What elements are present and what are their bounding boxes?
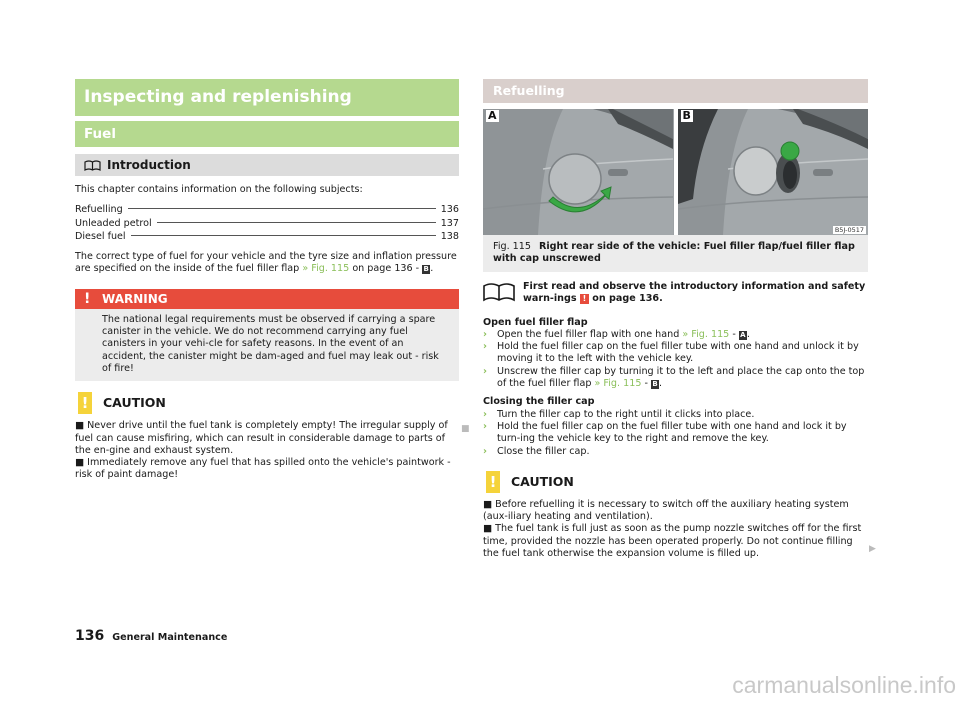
left-column bbox=[75, 79, 459, 482]
introduction-title: Introduction bbox=[107, 158, 191, 172]
step-item: › Open the fuel filler flap with one hand » Fig. 115 - A. bbox=[483, 328, 750, 340]
caution-title: CAUTION bbox=[511, 473, 574, 489]
toc-item-unleaded-petrol[interactable] bbox=[75, 217, 459, 230]
chapter-title: Inspecting and replenishing bbox=[75, 79, 459, 116]
toc-label: Diesel fuel bbox=[75, 230, 126, 242]
caution-item: ■ Never drive until the fuel tank is completely empty! The irregular supply of fuel can cause misfiring, which can result in considerable damage to parts of the en-gine and exhaust system. bbox=[75, 420, 448, 456]
toc-label: Refuelling bbox=[75, 204, 123, 216]
figure-panel-b bbox=[678, 109, 869, 235]
warning-header bbox=[75, 289, 459, 309]
caution-item: ■ The fuel tank is full just as soon as the pump nozzle switches off for the first time, provided the nozzle has been operated properly. Do not continue filling the fuel tank otherwise the expansion volume is filled up. bbox=[483, 523, 862, 560]
chevron-right-icon: › bbox=[483, 341, 487, 353]
panel-b-marker: B bbox=[652, 380, 658, 389]
caution-body bbox=[75, 420, 459, 481]
caution-body bbox=[483, 499, 868, 560]
toc-page: 137 bbox=[440, 217, 459, 229]
figure-caption bbox=[483, 235, 868, 272]
figure-link[interactable]: » Fig. 115 bbox=[302, 263, 350, 275]
page-footer bbox=[75, 628, 227, 648]
end-of-section-icon: ■ bbox=[461, 424, 470, 434]
caution-title: CAUTION bbox=[103, 395, 166, 411]
step-item: › Turn the filler cap to the right until it clicks into place. bbox=[483, 408, 755, 420]
fuel-info-paragraph: The correct type of fuel for your vehicle and the tyre size and inflation pressure are specified on the inside of the fuel filler flap » Fig. 115 on page 136 - B. bbox=[75, 251, 457, 275]
watermark: carmanualsonline.info bbox=[732, 672, 956, 698]
caution-item: ■ Immediately remove any fuel that has spilled onto the vehicle's paintwork - risk of paint damage! bbox=[75, 457, 451, 481]
chevron-right-icon: › bbox=[483, 445, 487, 457]
warning-icon: ! bbox=[580, 294, 589, 304]
step-item: › Hold the fuel filler cap on the fuel filler tube with one hand and lock it by turn-ing the vehicle key to the right and remove the key. bbox=[483, 420, 847, 445]
caution-header bbox=[483, 471, 868, 493]
right-column bbox=[483, 79, 868, 560]
image-code: B5J-0517 bbox=[834, 226, 864, 234]
toc-page: 136 bbox=[440, 204, 459, 216]
caution-item: ■ Before refuelling it is necessary to switch off the auxiliary heating system (aux-iliary heating and ventilation). bbox=[483, 498, 849, 523]
toc-label: Unleaded petrol bbox=[75, 217, 152, 229]
toc-page: 138 bbox=[440, 230, 459, 242]
figure-panel-a bbox=[483, 109, 674, 235]
continue-arrow-icon: ▶ bbox=[869, 544, 876, 554]
chevron-right-icon: › bbox=[483, 420, 487, 432]
figure-link[interactable]: » Fig. 115 bbox=[682, 328, 730, 340]
step-item: › Close the filler cap. bbox=[483, 445, 590, 457]
exclamation-icon: ! bbox=[84, 290, 91, 307]
closing-filler-cap-title: Closing the filler cap bbox=[483, 396, 595, 408]
introduction-header bbox=[75, 154, 459, 176]
open-book-icon bbox=[84, 160, 101, 171]
footer-section: General Maintenance bbox=[112, 632, 228, 643]
fuel-flap-closed-illustration bbox=[483, 109, 673, 235]
read-first-note: First read and observe the introductory information and safety warn-ings ! on page 136. bbox=[483, 281, 868, 311]
figure-115 bbox=[483, 109, 868, 235]
page-number: 136 bbox=[75, 628, 105, 644]
step-item: › Hold the fuel filler cap on the fuel filler tube with one hand and unlock it by moving it to the left with the vehicle key. bbox=[483, 341, 859, 365]
chevron-right-icon: › bbox=[483, 365, 487, 377]
figure-number: Fig. 115 bbox=[493, 241, 531, 252]
section-title: Fuel bbox=[75, 121, 459, 147]
toc-item-diesel-fuel[interactable] bbox=[75, 230, 459, 243]
open-filler-flap-title: Open fuel filler flap bbox=[483, 316, 588, 328]
caution-icon: ! bbox=[486, 471, 500, 493]
panel-a-marker: A bbox=[740, 330, 746, 339]
figure-link[interactable]: » Fig. 115 bbox=[594, 378, 642, 390]
step-item: › Unscrew the filler cap by turning it to the left and place the cap onto the top of the fuel filler flap » Fig. 115 - B. bbox=[483, 365, 865, 390]
intro-text: This chapter contains information on the following subjects: bbox=[75, 184, 363, 195]
panel-a-label: A bbox=[488, 109, 497, 122]
chevron-right-icon: › bbox=[483, 408, 487, 420]
chevron-right-icon: › bbox=[483, 328, 487, 340]
caution-icon: ! bbox=[78, 392, 92, 414]
fuel-flap-open-illustration bbox=[678, 109, 868, 235]
toc-item-refuelling[interactable] bbox=[75, 203, 459, 216]
panel-b-label: B bbox=[682, 109, 691, 122]
warning-title: WARNING bbox=[102, 291, 168, 306]
table-of-contents bbox=[75, 203, 459, 243]
warning-box bbox=[75, 309, 459, 381]
figure-caption-text: Right rear side of the vehicle: Fuel filler flap/fuel filler flap with cap unscrewed bbox=[493, 241, 855, 265]
refuelling-title: Refuelling bbox=[483, 79, 868, 103]
open-book-icon bbox=[483, 282, 515, 302]
caution-header bbox=[75, 392, 459, 414]
warning-text: The national legal requirements must be observed if carrying a spare canister in the vehicle. We do not recommend carrying any fuel canisters in your vehi-cle for safety reasons. In the event of an accident, the canister might be dam-aged and fuel may leak out - risk of fire! bbox=[102, 313, 439, 374]
panel-b-marker: B bbox=[423, 265, 429, 274]
